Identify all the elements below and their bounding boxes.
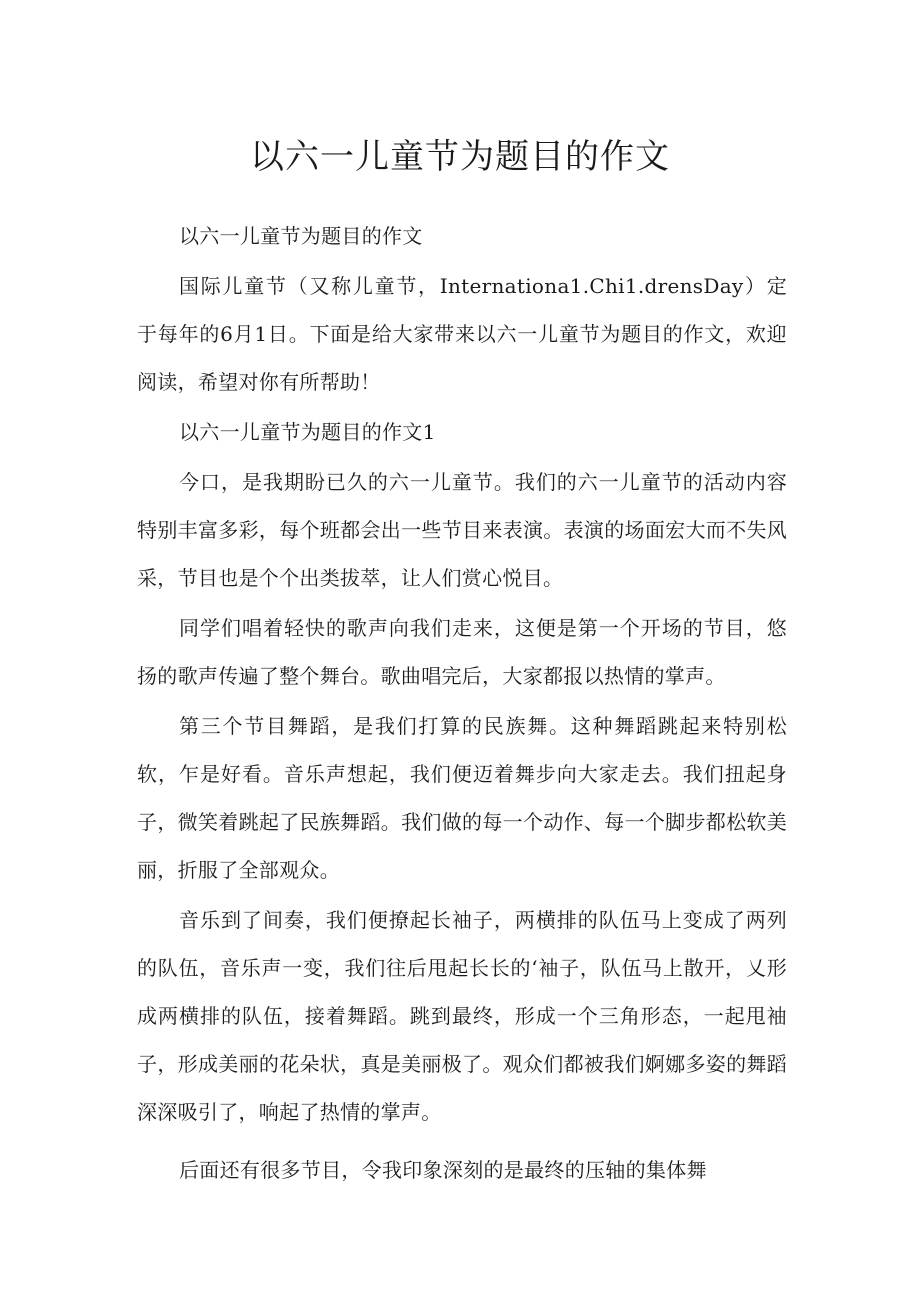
essay-paragraph: 后面还有很多节目，令我印象深刻的是最终的压轴的集体舞 [179, 1158, 707, 1182]
essay-paragraph: 第三个节目舞蹈，是我们打算的民族舞。这种舞蹈跳起来特别松软，乍是好看。音乐声想起，我们便迈着舞步向大家走去。我们扭起身子，微笑着跳起了民族舞蹈。我们做的每一个动作、每一个脚步都松软美丽，折服了全部观众。 [137, 714, 787, 882]
intro-paragraph: 国际儿童节（又称儿童节，Internationa1.Chi1.drensDay）定于每年的6月1日。下面是给大家带来以六一儿童节为题目的作文，欢迎阅读，希望对你有所帮助！ [137, 274, 787, 394]
essay-paragraph: 音乐到了间奏，我们便撩起长袖子，两横排的队伍马上变成了两列的队伍，音乐声一变，我们往后甩起长长的‘袖子，队伍马上散开，乂形成两横排的队伍，接着舞蹈。跳到最终，形成一个三角形态，一起甩袖子，形成美丽的花朵状，真是美丽极了。观众们都被我们婀娜多姿的舞蹈深深吸引了，响起了热情的掌声。 [137, 908, 787, 1124]
document-body [137, 212, 787, 1194]
subtitle-paragraph: 以六一儿童节为题目的作文 [179, 224, 423, 248]
document-title: 以六一儿童节为题目的作文 [250, 137, 670, 177]
essay-heading: 以六一儿童节为题目的作文1 [179, 420, 436, 444]
essay-paragraph: 今口，是我期盼已久的六一儿童节。我们的六一儿童节的活动内容特别丰富多彩，每个班都会出一些节目来表演。表演的场面宏大而不失风采，节目也是个个出类拔萃，让人们赏心悦目。 [137, 470, 787, 590]
essay-paragraph: 同学们唱着轻快的歌声向我们走来，这便是第一个开场的节目，悠扬的歌声传遍了整个舞台。歌曲唱完后，大家都报以热情的掌声。 [137, 616, 787, 688]
